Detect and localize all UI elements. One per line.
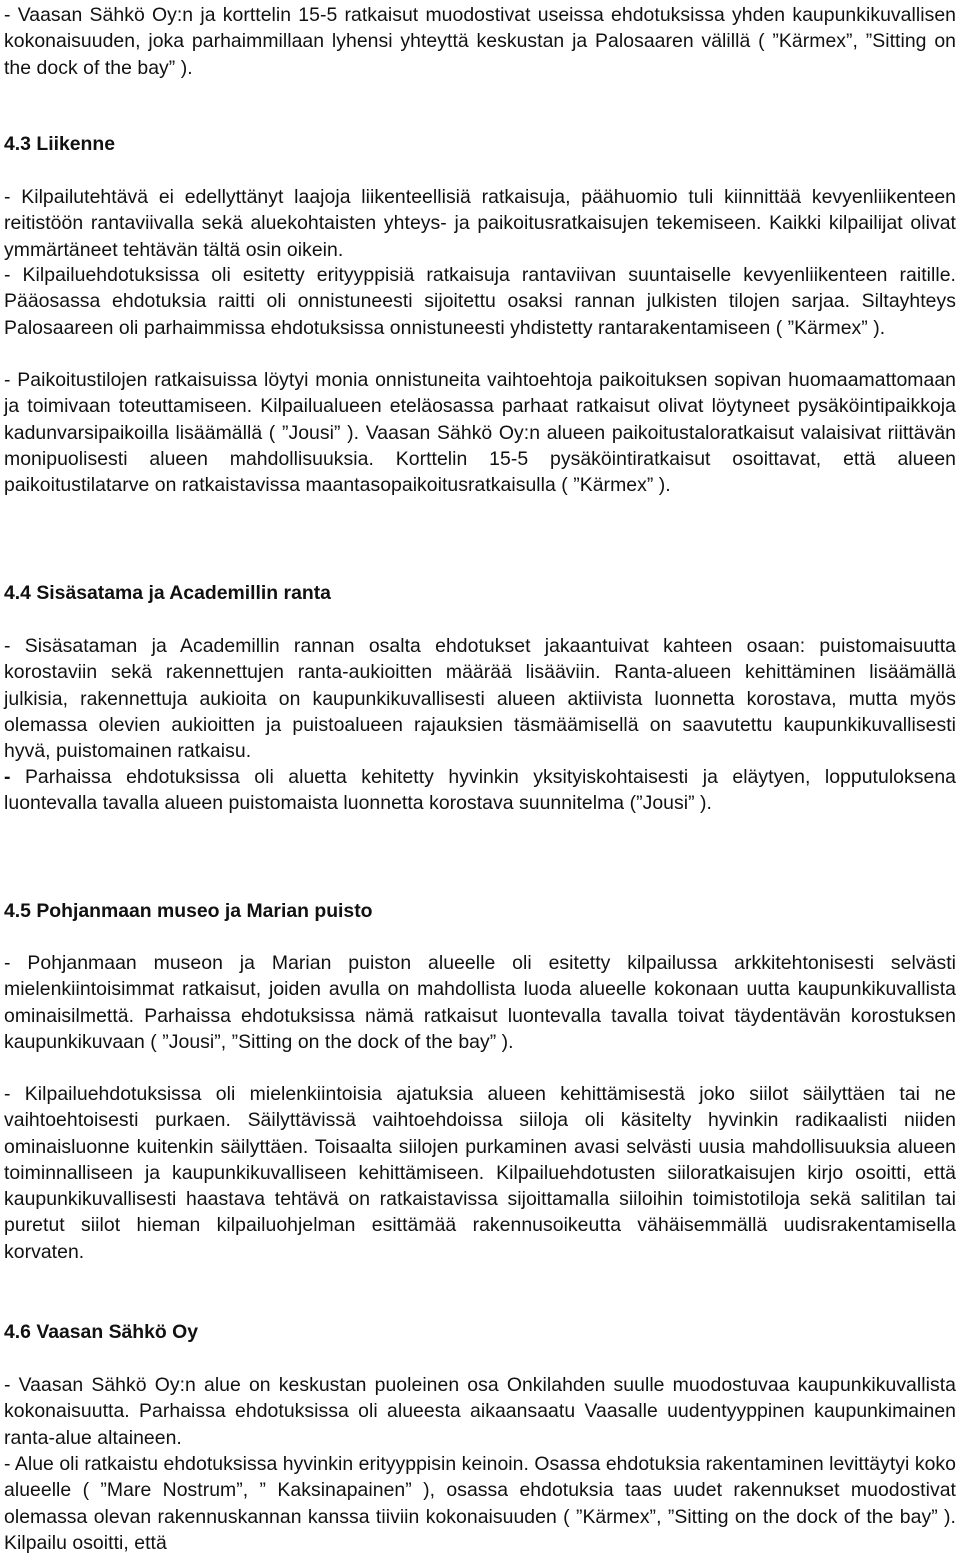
section-heading-4-5: 4.5 Pohjanmaan museo ja Marian puisto — [4, 900, 373, 922]
section-4-5-paragraph-2: - Kilpailuehdotuksissa oli mielenkiintoisia ajatuksia alueen kehittämisestä joko siilot säilyttäen tai ne vaihtoehtoisesti purkaen. Säilyttävissä vaihtoehdoissa siiloja oli käsitelty hyvinkin radikaalisti niiden ominaisluonne kuitenkin säilyttäen. Toisaalta siilojen purkaminen avasi selvästi uusia mahdollisuuksia alueen toiminnalliseen ja kaupunkikuvalliseen kehittämiseen. Kilpailuehdotusten siiloratkaisujen kirjo osoitti, että kaupunkikuvallisesti haastava tehtävä on ratkaistavissa sijoittamalla siiloihin toimistotiloja sekä salitilan tai puretut siilot hieman kilpailuohjelman esittämää rakennusoikeutta vähäisemmällä uudisrakentamisella korvaten. — [4, 1083, 956, 1263]
section-4-4-paragraph-2 — [4, 764, 956, 817]
section-4-3-paragraph-1: - Kilpailutehtävä ei edellyttänyt laajoja liikenteellisiä ratkaisuja, päähuomio tuli kiinnittää kevyenliikenteen reitistöön rantaviivalla sekä aluekohtaisten yhteys- ja paikoitusratkaisujen tekemiseen. Kaikki kilpailijat olivat ymmärtäneet tehtävän tältä osin oikein. — [4, 186, 956, 261]
section-4-3-paragraph-3: - Paikoitustilojen ratkaisuissa löytyi monia onnistuneita vaihtoehtoja paikoituksen sopivan huomaamattomaan ja toimivaan toteuttamiseen. Kilpailualueen eteläosassa parhaat ratkaisut olivat löytyneet pysäköintipaikkoja kadunvarsipaikoilla lisäämällä ( ”Jousi” ). Vaasan Sähkö Oy:n alueen paikoitustaloratkaisut valaisivat riittävän monipuolisesti alueen mahdollisuuksia. Korttelin 15-5 pysäköintiratkaisut osoittavat, että alueen paikoitustilatarve on ratkaistavissa maantasopaikoitusratkaisulla ( ”Kärmex” ). — [4, 369, 956, 497]
section-4-4-bullet: - — [4, 766, 11, 788]
section-heading-4-6: 4.6 Vaasan Sähkö Oy — [4, 1321, 199, 1343]
section-4-6-paragraph-1: - Vaasan Sähkö Oy:n alue on keskustan puoleinen osa Onkilahden suulle muodostuvaa kaupunkikuvallista kokonaisuutta. Parhaissa ehdotuksissa oli alueesta aikaansaatu Vaasalle uudentyyppinen kaupunkimainen ranta-alue altaineen. — [4, 1374, 956, 1449]
section-4-4-paragraph-1: - Sisäsataman ja Academillin rannan osalta ehdotukset jakaantuivat kahteen osaan: puistomaisuutta korostaviin sekä rakennettujen ranta-aukioitten määrää lisääviin. Ranta-alueen kehittäminen lisäämällä julkisia, rakennettuja aukioita on kaupunkikuvallisesti alueen aktiivista luonnetta korostava, mutta myös olemassa olevien aukioitten ja puistoalueen rajauksien täsmäämisellä on saavutettu kaupunkikuvallisesti hyvä, puistomainen ratkaisu. — [4, 635, 956, 763]
section-4-4-paragraph-2-text: Parhaissa ehdotuksissa oli aluetta kehitetty hyvinkin yksityiskohtaisesti ja eläytyen, lopputuloksena luontevalla tavalla alueen puistomaista luonnetta korostava suunnitelma (”Jousi” ). — [4, 766, 957, 815]
section-heading-4-3: 4.3 Liikenne — [4, 133, 116, 155]
intro-paragraph: - Vaasan Sähkö Oy:n ja korttelin 15-5 ratkaisut muodostivat useissa ehdotuksissa yhden kaupunkikuvallisen kokonaisuuden, joka parhaimmillaan lyhensi yhteyttä keskustan ja Palosaaren välillä ( ”Kärmex”, ”Sitting on the dock of the bay” ). — [4, 4, 956, 79]
section-4-5-paragraph-1: - Pohjanmaan museon ja Marian puiston alueelle oli esitetty kilpailussa arkkitehtonisesti selvästi mielenkiintoisimmat ratkaisut, joiden avulla on mahdollista luoda alueelle kokonaan uutta kaupunkikuvallista ominaisilmettä. Parhaissa ehdotuksissa nämä ratkaisut luontevalla tavalla toivat täydentävän korostuksen kaupunkikuvaan ( ”Jousi”, ”Sitting on the dock of the bay” ). — [4, 952, 956, 1053]
section-heading-4-4: 4.4 Sisäsatama ja Academillin ranta — [4, 582, 331, 604]
section-4-6-paragraph-2: - Alue oli ratkaistu ehdotuksissa hyvinkin erityyppisin keinoin. Osassa ehdotuksia rakentaminen levittäytyi koko alueelle ( ”Mare Nostrum”, ” Kaksinapainen” ), osassa ehdotuksia taas uudet rakennukset muodostivat olemassa olevan rakennuskannan kanssa tiiviin kokonaisuuden ( ”Kärmex”, ”Sitting on the dock of the bay” ). Kilpailu osoitti, että — [4, 1453, 956, 1554]
section-4-3-paragraph-2: - Kilpailuehdotuksissa oli esitetty erityyppisiä ratkaisuja rantaviivan suuntaiselle kevyenliikenteen raitille. Pääosassa ehdotuksia raitti oli onnistuneesti sijoitettu osaksi rannan julkisten tilojen sarjaa. Siltayhteys Palosaareen oli parhaimmissa ehdotuksissa onnistuneesti yhdistetty rantarakentamiseen ( ”Kärmex” ). — [4, 264, 956, 339]
